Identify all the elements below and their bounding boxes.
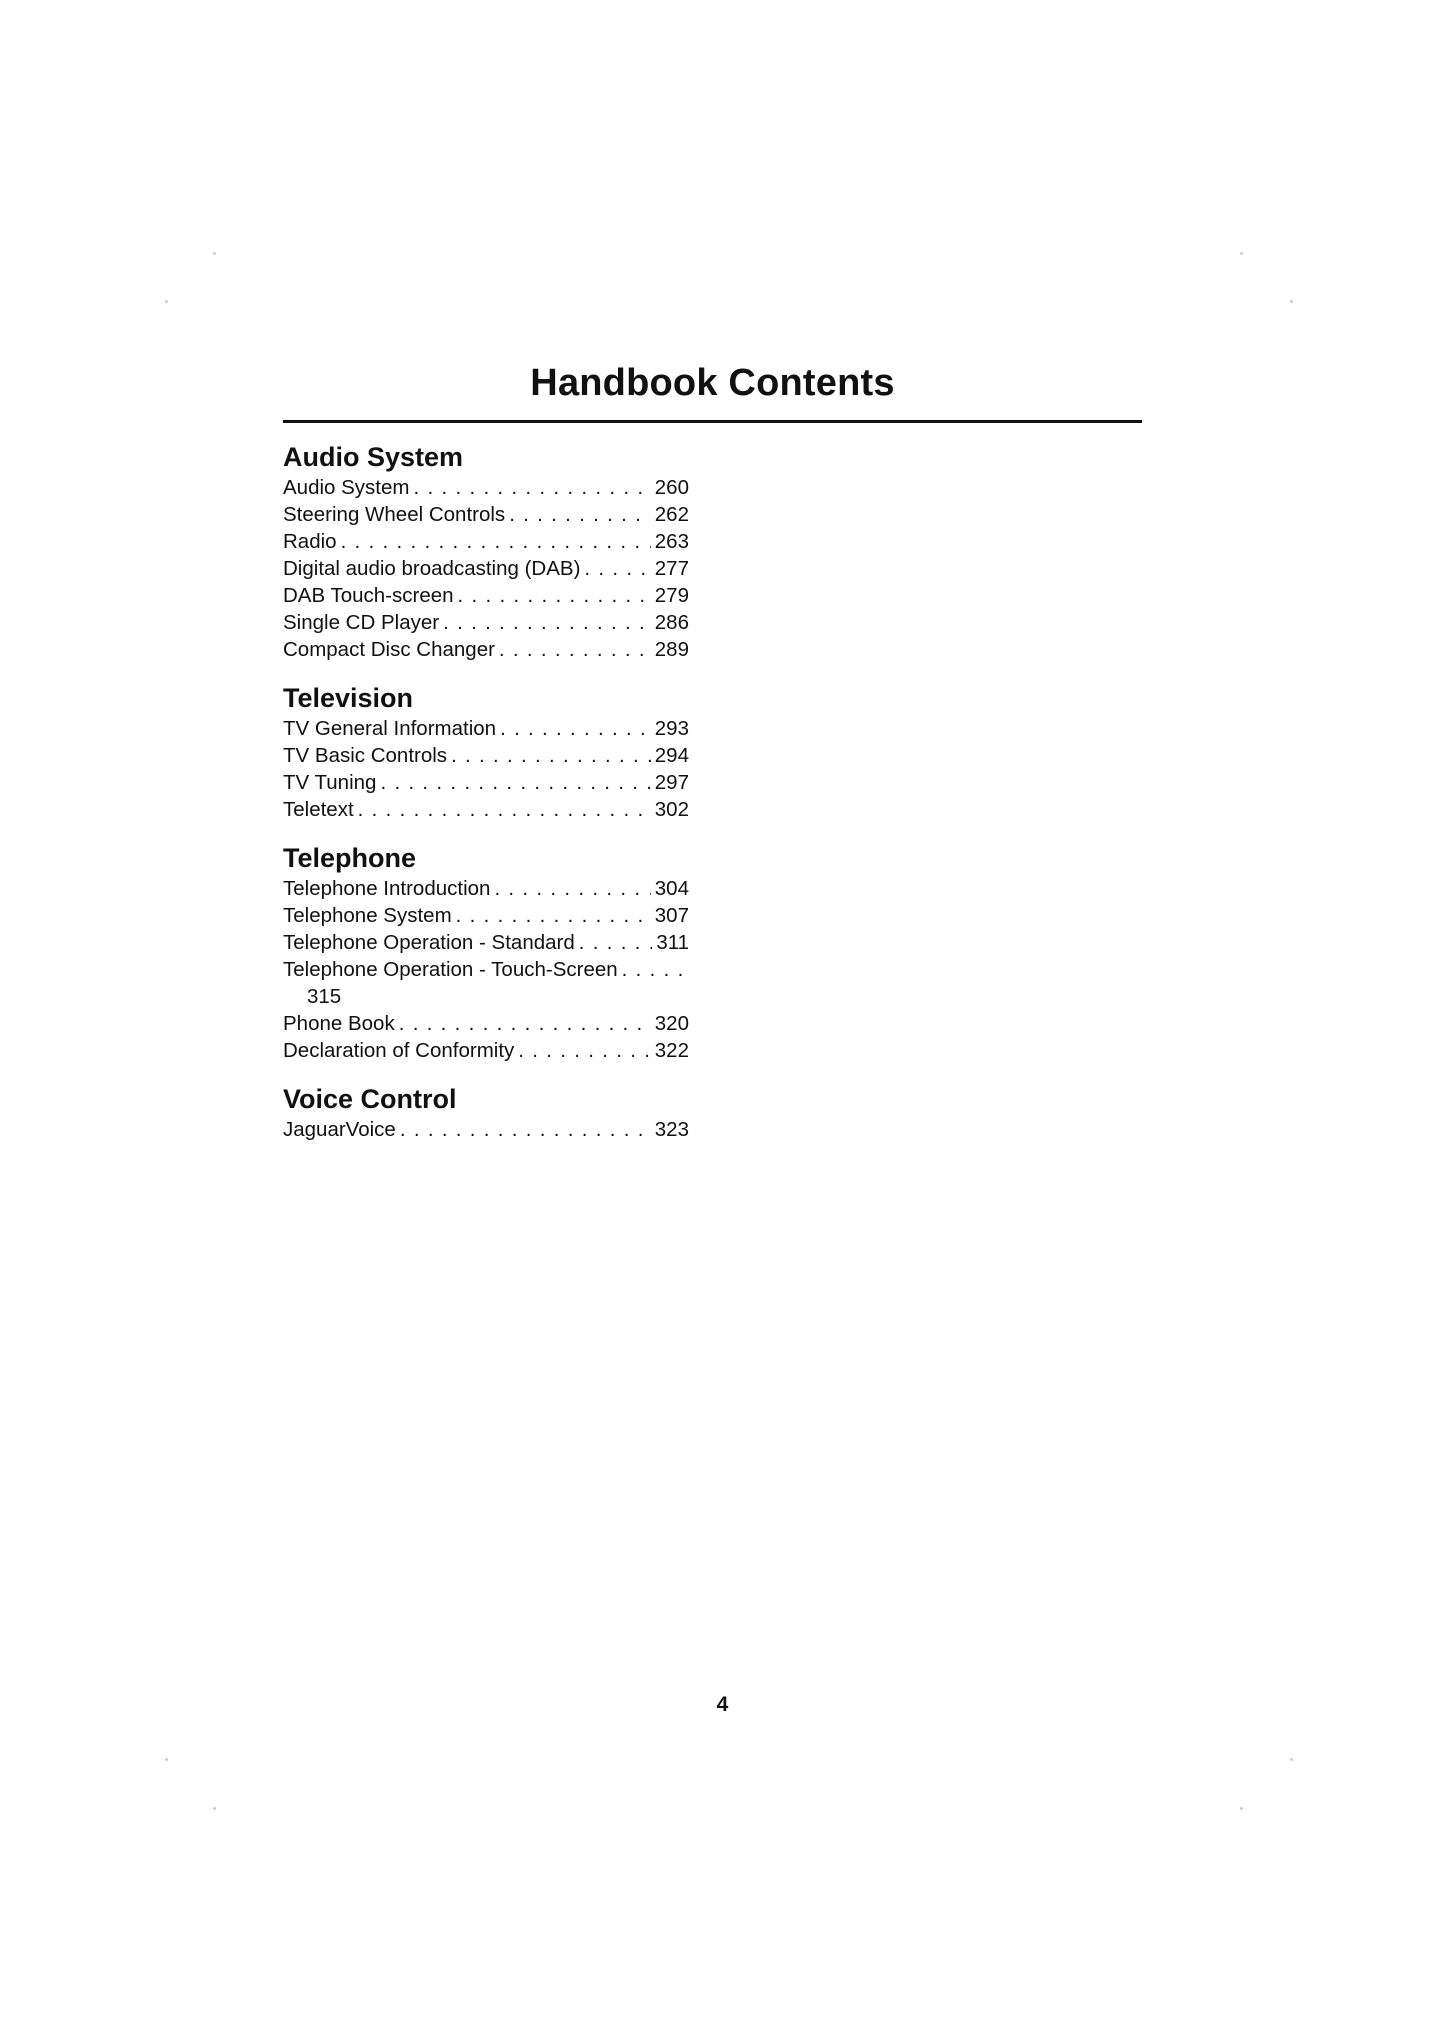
entry-page: 277 bbox=[654, 557, 689, 580]
dot-leader bbox=[458, 582, 651, 609]
toc-entry[interactable] bbox=[283, 929, 689, 956]
dot-leader bbox=[380, 769, 650, 796]
entry-page: 320 bbox=[654, 1012, 689, 1035]
section-heading: Telephone bbox=[283, 843, 417, 873]
dot-leader bbox=[451, 742, 651, 769]
entry-label: Telephone Introduction bbox=[283, 877, 491, 900]
entry-page: 286 bbox=[654, 611, 689, 634]
entry-page: 262 bbox=[654, 503, 689, 526]
entry-label: Audio System bbox=[283, 476, 410, 499]
dot-leader bbox=[400, 1116, 651, 1143]
entry-page: 263 bbox=[654, 530, 689, 553]
toc-entry[interactable] bbox=[283, 1010, 689, 1037]
crop-mark bbox=[1290, 300, 1293, 303]
toc-entry[interactable] bbox=[283, 1037, 689, 1064]
crop-mark bbox=[165, 1758, 168, 1761]
entry-label: Teletext bbox=[283, 798, 354, 821]
crop-mark bbox=[213, 252, 216, 255]
dot-leader bbox=[358, 796, 651, 823]
entry-label: Digital audio broadcasting (DAB) bbox=[283, 557, 581, 580]
dot-leader bbox=[622, 956, 685, 983]
entry-page: 323 bbox=[654, 1118, 689, 1141]
toc-entry[interactable] bbox=[283, 555, 689, 582]
crop-mark bbox=[165, 300, 168, 303]
toc-entry[interactable] bbox=[283, 742, 689, 769]
entry-label: Telephone Operation - Standard bbox=[283, 931, 575, 954]
entry-label: TV General Information bbox=[283, 717, 497, 740]
entry-page: 315 bbox=[307, 985, 342, 1008]
entry-label: Radio bbox=[283, 530, 337, 553]
entry-label: TV Tuning bbox=[283, 771, 377, 794]
dot-leader bbox=[499, 636, 651, 663]
entry-page: 302 bbox=[654, 798, 689, 821]
dot-leader bbox=[413, 474, 650, 501]
toc-entry[interactable] bbox=[283, 609, 689, 636]
toc-entry[interactable] bbox=[283, 902, 689, 929]
toc-section-audio-system bbox=[283, 440, 689, 663]
dot-leader bbox=[341, 528, 651, 555]
crop-mark bbox=[213, 1807, 216, 1810]
section-heading: Television bbox=[283, 683, 414, 713]
entry-page: 294 bbox=[654, 744, 689, 767]
entry-label: DAB Touch-screen bbox=[283, 584, 454, 607]
table-of-contents bbox=[283, 440, 689, 1143]
entry-label: Declaration of Conformity bbox=[283, 1039, 515, 1062]
page-number: 4 bbox=[716, 1693, 729, 1716]
toc-entry[interactable] bbox=[283, 875, 689, 902]
crop-mark bbox=[1240, 1807, 1243, 1810]
crop-mark bbox=[1240, 252, 1243, 255]
section-heading: Audio System bbox=[283, 442, 464, 472]
toc-entry[interactable] bbox=[283, 636, 689, 663]
entry-label: Phone Book bbox=[283, 1012, 395, 1035]
entry-label: Telephone Operation - Touch-Screen bbox=[283, 958, 618, 981]
entry-label: Steering Wheel Controls bbox=[283, 503, 506, 526]
toc-section-telephone bbox=[283, 841, 689, 1064]
entry-page: 307 bbox=[654, 904, 689, 927]
dot-leader bbox=[500, 715, 651, 742]
dot-leader bbox=[579, 929, 653, 956]
entry-label: Telephone System bbox=[283, 904, 452, 927]
entry-page: 289 bbox=[654, 638, 689, 661]
entry-page: 260 bbox=[654, 476, 689, 499]
title-rule bbox=[283, 420, 1142, 423]
dot-leader bbox=[456, 902, 651, 929]
toc-entry[interactable] bbox=[283, 715, 689, 742]
entry-page: 304 bbox=[654, 877, 689, 900]
entry-page: 311 bbox=[656, 931, 689, 954]
toc-section-voice-control bbox=[283, 1082, 689, 1143]
entry-page: 297 bbox=[654, 771, 689, 794]
section-heading: Voice Control bbox=[283, 1084, 457, 1114]
dot-leader bbox=[399, 1010, 651, 1037]
crop-mark bbox=[1290, 1758, 1293, 1761]
dot-leader bbox=[584, 555, 650, 582]
page-title: Handbook Contents bbox=[530, 362, 895, 404]
entry-label: Compact Disc Changer bbox=[283, 638, 495, 661]
wrap-line bbox=[283, 956, 689, 983]
dot-leader bbox=[518, 1037, 650, 1064]
dot-leader bbox=[509, 501, 651, 528]
toc-entry[interactable] bbox=[283, 528, 689, 555]
toc-entry[interactable] bbox=[283, 769, 689, 796]
entry-page: 293 bbox=[654, 717, 689, 740]
toc-section-television bbox=[283, 681, 689, 823]
toc-entry[interactable] bbox=[283, 956, 689, 1010]
entry-label: JaguarVoice bbox=[283, 1118, 396, 1141]
entry-label: Single CD Player bbox=[283, 611, 440, 634]
toc-entry[interactable] bbox=[283, 582, 689, 609]
dot-leader bbox=[443, 609, 651, 636]
toc-entry[interactable] bbox=[283, 501, 689, 528]
toc-entry[interactable] bbox=[283, 474, 689, 501]
entry-page: 279 bbox=[654, 584, 689, 607]
entry-page: 322 bbox=[654, 1039, 689, 1062]
toc-entry[interactable] bbox=[283, 1116, 689, 1143]
entry-label: TV Basic Controls bbox=[283, 744, 448, 767]
toc-entry[interactable] bbox=[283, 796, 689, 823]
dot-leader bbox=[494, 875, 650, 902]
